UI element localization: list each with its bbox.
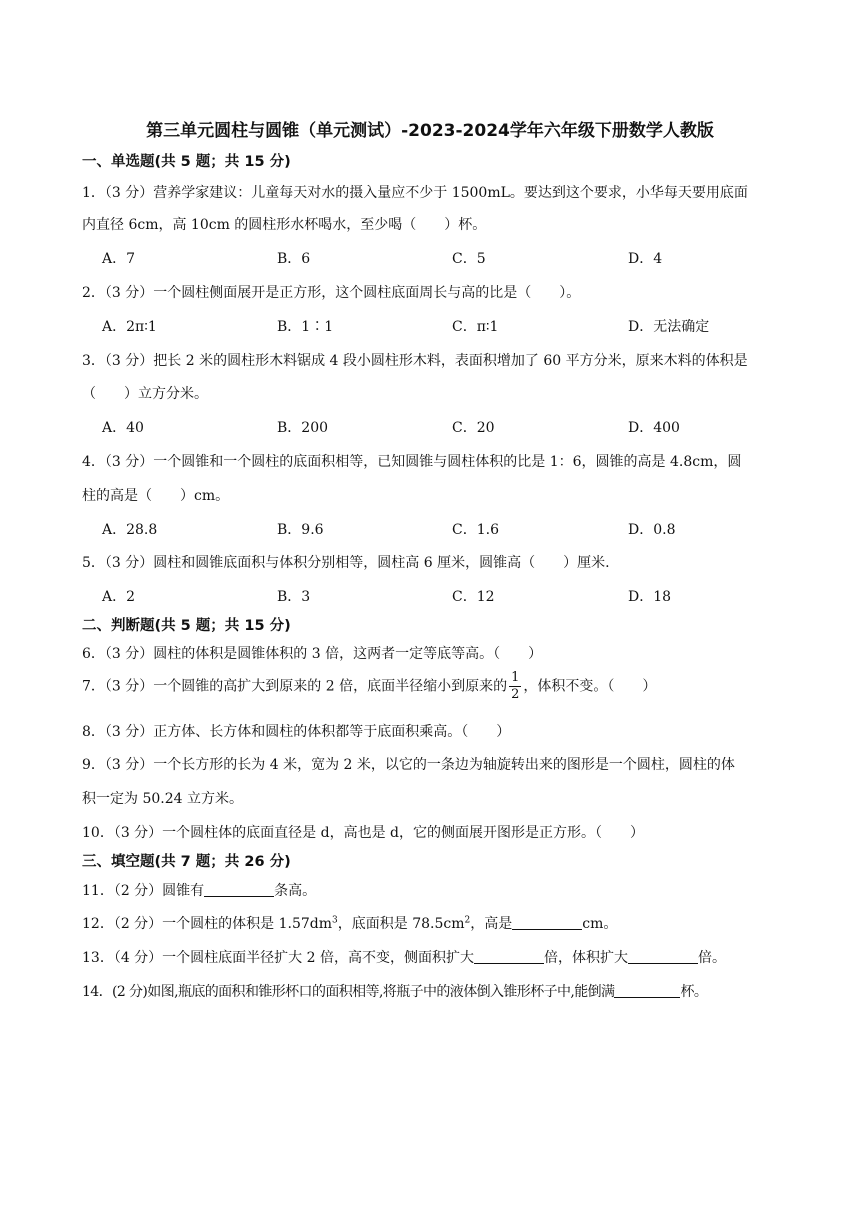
question-1-option-c: C．5 <box>452 251 486 267</box>
question-2-option-d: D．无法确定 <box>628 319 710 335</box>
question-2-option-c: C．π∶1 <box>452 319 499 335</box>
question-7-line-1 <box>82 670 656 703</box>
question-1-option-b: B．6 <box>277 251 311 267</box>
question-14-text-a: 14．(2 分)如图,瓶底的面积和锥形杯口的面积相等,将瓶子中的液体倒入锥形杯子中,能倒满 <box>82 984 615 1000</box>
question-4-line-1: 4．（3 分）一个圆锥和一个圆柱的底面积相等，已知圆锥与圆柱体积的比是 1：6，圆锥的高是 4.8cm，圆 <box>82 454 742 470</box>
question-5-option-b: B．3 <box>277 589 311 605</box>
question-4-option-c: C．1.6 <box>452 522 499 538</box>
question-13-line-1 <box>82 947 726 967</box>
fraction-one-half <box>509 670 521 703</box>
question-3-line-2: （ ）立方分米。 <box>82 386 208 402</box>
question-12-text-c: ，高是 <box>470 916 513 932</box>
question-3-option-d: D．400 <box>628 420 680 436</box>
question-9-line-1: 9．（3 分）一个长方形的长为 4 米，宽为 2 米，以它的一条边为轴旋转出来的图形是一个圆柱，圆柱的体 <box>82 757 735 773</box>
question-12-text-d: cm。 <box>582 916 618 932</box>
section-heading-true-false: 二、判断题(共 5 题；共 15 分) <box>82 618 291 634</box>
question-11-line-1 <box>82 880 316 900</box>
question-2-option-b: B．1∶1 <box>277 319 334 335</box>
question-5-option-d: D．18 <box>628 589 672 605</box>
question-9-line-2: 积一定为 50.24 立方米。 <box>82 791 243 807</box>
question-12-text-b: ，底面积是 78.5cm <box>337 916 465 932</box>
answer-blank[interactable] <box>628 949 698 964</box>
question-11-text-a: 11．（2 分）圆锥有 <box>82 883 205 899</box>
question-5-option-c: C．12 <box>452 589 495 605</box>
question-3-option-c: C．20 <box>452 420 495 436</box>
question-4-option-d: D．0.8 <box>628 522 676 538</box>
section-heading-single-choice: 一、单选题(共 5 题；共 15 分) <box>82 154 291 170</box>
question-3-line-1: 3．（3 分）把长 2 米的圆柱形木料锯成 4 段小圆柱形木料，表面积增加了 60 平方分米，原来木料的体积是 <box>82 353 748 369</box>
question-12-line-1 <box>82 913 617 933</box>
question-7-text-a: 7．（3 分）一个圆锥的高扩大到原来的 2 倍，底面半径缩小到原来的 <box>82 678 508 695</box>
superscript-squared: 2 <box>464 915 471 926</box>
question-2-option-a: A．2π∶1 <box>102 319 157 335</box>
question-13-text-b: 倍，体积扩大 <box>543 950 628 966</box>
fraction-denominator: 2 <box>511 687 520 702</box>
question-1-line-1: 1．（3 分）营养学家建议：儿童每天对水的摄入量应不少于 1500mL。要达到这个要求，小华每天要用底面 <box>82 185 748 201</box>
question-6-line-1: 6．（3 分）圆柱的体积是圆锥体积的 3 倍，这两者一定等底等高。（ ） <box>82 646 543 662</box>
question-2-line-1: 2．（3 分）一个圆柱侧面展开是正方形，这个圆柱底面周长与高的比是（ ）。 <box>82 285 581 301</box>
question-14-line-1 <box>82 981 707 1001</box>
question-1-option-d: D．4 <box>628 251 663 267</box>
question-13-text-a: 13．（4 分）一个圆柱底面半径扩大 2 倍，高不变，侧面积扩大 <box>82 950 474 966</box>
question-11-text-b: 条高。 <box>274 883 317 899</box>
question-5-line-1: 5．（3 分）圆柱和圆锥底面积与体积分别相等，圆柱高 6 厘米，圆锥高（ ）厘米. <box>82 555 610 571</box>
question-4-option-b: B．9.6 <box>277 522 324 538</box>
question-7-text-b: ，体积不变。（ ） <box>523 678 657 695</box>
question-3-option-a: A．40 <box>102 420 144 436</box>
answer-blank[interactable] <box>512 915 582 930</box>
answer-blank[interactable] <box>474 949 544 964</box>
question-4-option-a: A．28.8 <box>102 522 158 538</box>
question-8-line-1: 8．（3 分）正方体、长方体和圆柱的体积都等于底面积乘高。（ ） <box>82 724 511 740</box>
superscript-cubed: 3 <box>332 915 338 926</box>
question-1-line-2: 内直径 6cm，高 10cm 的圆柱形水杯喝水，至少喝（ ）杯。 <box>82 217 487 233</box>
question-5-option-a: A．2 <box>102 589 136 605</box>
question-13-text-c: 倍。 <box>697 950 726 966</box>
fraction-numerator: 1 <box>511 670 520 685</box>
answer-blank[interactable] <box>614 983 680 998</box>
question-12-text-a: 12．（2 分）一个圆柱的体积是 1.57dm <box>82 916 333 932</box>
section-heading-fill-blank: 三、填空题(共 7 题；共 26 分) <box>82 854 291 870</box>
page-title: 第三单元圆柱与圆锥（单元测试）-2023-2024学年六年级下册数学人教版 <box>146 121 714 141</box>
question-4-line-2: 柱的高是（ ）cm。 <box>82 488 230 504</box>
question-10-line-1: 10．（3 分）一个圆柱体的底面直径是 d，高也是 d，它的侧面展开图形是正方形。（ ） <box>82 825 644 841</box>
answer-blank[interactable] <box>204 882 274 897</box>
question-1-option-a: A．7 <box>102 251 136 267</box>
question-3-option-b: B．200 <box>277 420 329 436</box>
question-14-text-b: 杯。 <box>680 984 708 1000</box>
